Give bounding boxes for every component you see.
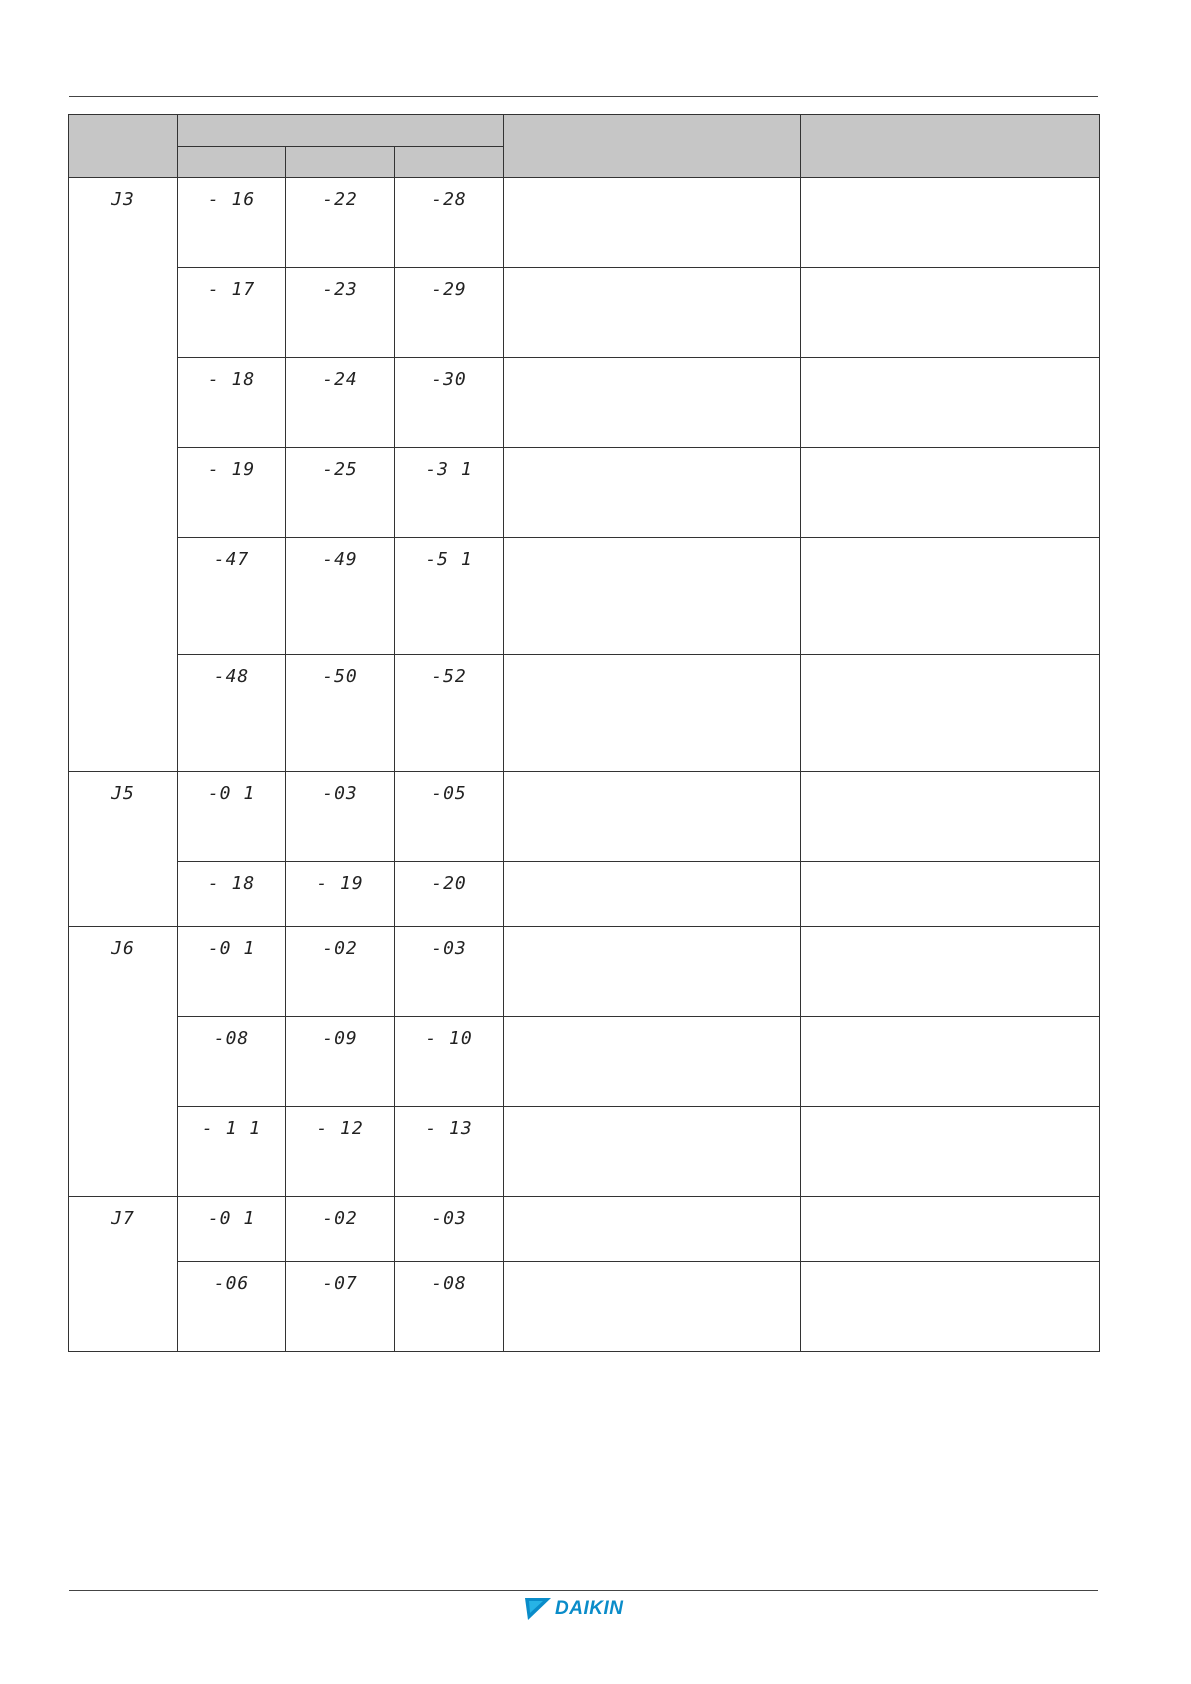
main-code-cell: [69, 178, 178, 772]
main-code-cell: [69, 927, 178, 1197]
sub-code-cell: [395, 538, 504, 655]
sub-code-cell: [178, 538, 286, 655]
code-label: -48: [213, 666, 250, 687]
sub-code-cell: [395, 862, 504, 927]
table-row: [69, 772, 1100, 862]
code-label: - 17: [207, 279, 256, 300]
sub-code-cell: [286, 268, 395, 358]
sub-code-cell: [395, 268, 504, 358]
code-label: - 12: [316, 1118, 364, 1139]
table-row: [69, 927, 1100, 1017]
solution-cell: [801, 448, 1100, 538]
sub-code-cell: [286, 1107, 395, 1197]
table-row: [69, 1107, 1100, 1197]
description-cell: [504, 862, 801, 927]
sub-code-cell: [178, 268, 286, 358]
code-label: -23: [322, 279, 358, 300]
sub-code-cell: [178, 655, 286, 772]
daikin-logo: [525, 1597, 623, 1621]
sub-code-cell: [286, 1197, 395, 1262]
code-label: -03: [431, 1208, 467, 1229]
table-row: [69, 862, 1100, 927]
code-label: -29: [431, 279, 467, 300]
code-label: -09: [322, 1028, 358, 1049]
sub-code-cell: [286, 178, 395, 268]
sub-code-cell: [395, 1017, 504, 1107]
solution-cell: [801, 862, 1100, 927]
sub-code-cell: [286, 538, 395, 655]
table-row: [69, 448, 1100, 538]
description-cell: [504, 927, 801, 1017]
code-label: -0 1: [207, 938, 256, 959]
description-cell: [504, 772, 801, 862]
sub-code-cell: [178, 448, 286, 538]
description-cell: [504, 268, 801, 358]
sub-code-cell: [286, 1262, 395, 1352]
main-code-cell: [69, 772, 178, 927]
code-label: -3 1: [425, 459, 473, 480]
code-label: - 1 1: [201, 1118, 262, 1139]
header-cell-main-code: [69, 115, 178, 178]
error-code-table: [68, 114, 1100, 1352]
solution-cell: [801, 655, 1100, 772]
code-label: -05: [431, 783, 467, 804]
code-label: - 19: [207, 459, 256, 480]
sub-code-cell: [395, 448, 504, 538]
code-label: - 19: [316, 873, 364, 894]
code-label: - 16: [207, 189, 256, 210]
sub-code-cell: [395, 927, 504, 1017]
sub-code-cell: [178, 1017, 286, 1107]
sub-code-cell: [395, 772, 504, 862]
code-label: -03: [322, 783, 358, 804]
solution-cell: [801, 1197, 1100, 1262]
code-label: -22: [322, 189, 358, 210]
sub-code-cell: [286, 772, 395, 862]
solution-cell: [801, 1017, 1100, 1107]
code-label: -30: [431, 369, 467, 390]
table-row: [69, 1262, 1100, 1352]
sub-code-cell: [395, 1107, 504, 1197]
solution-cell: [801, 1262, 1100, 1352]
table-row: [69, 1017, 1100, 1107]
code-label: J3: [111, 189, 135, 210]
code-label: - 18: [207, 873, 256, 894]
code-label: -0 1: [207, 783, 256, 804]
description-cell: [504, 538, 801, 655]
code-label: -5 1: [425, 549, 473, 570]
code-label: -0 1: [207, 1208, 256, 1229]
footer-rule: [69, 1590, 1098, 1591]
table-header-row: [69, 115, 1100, 147]
sub-code-cell: [395, 358, 504, 448]
sub-code-cell: [286, 655, 395, 772]
code-label: -08: [431, 1273, 467, 1294]
table-row: [69, 655, 1100, 772]
description-cell: [504, 1262, 801, 1352]
header-cell-sub-1: [178, 147, 286, 178]
solution-cell: [801, 178, 1100, 268]
code-label: -24: [322, 369, 358, 390]
description-cell: [504, 358, 801, 448]
solution-cell: [801, 927, 1100, 1017]
sub-code-cell: [178, 862, 286, 927]
table-row: [69, 178, 1100, 268]
code-label: -03: [431, 938, 467, 959]
table-row: [69, 358, 1100, 448]
description-cell: [504, 178, 801, 268]
code-label: -47: [213, 549, 250, 570]
sub-code-cell: [178, 1197, 286, 1262]
code-label: J5: [111, 783, 135, 804]
sub-code-cell: [286, 927, 395, 1017]
solution-cell: [801, 268, 1100, 358]
code-label: - 13: [425, 1118, 473, 1139]
sub-code-cell: [178, 1107, 286, 1197]
sub-code-cell: [395, 1197, 504, 1262]
header-cell-sub-2: [286, 147, 395, 178]
header-cell-sub-code: [178, 115, 504, 147]
code-label: -52: [431, 666, 467, 687]
solution-cell: [801, 772, 1100, 862]
code-label: -50: [322, 666, 358, 687]
table-row: [69, 538, 1100, 655]
code-label: -02: [322, 938, 358, 959]
code-label: -49: [322, 549, 358, 570]
description-cell: [504, 1017, 801, 1107]
code-label: J7: [111, 1208, 135, 1229]
sub-code-cell: [178, 927, 286, 1017]
code-label: - 18: [207, 369, 256, 390]
code-label: - 10: [425, 1028, 473, 1049]
header-cell-sub-3: [395, 147, 504, 178]
daikin-logo-icon: [525, 1598, 551, 1620]
code-label: -25: [322, 459, 358, 480]
code-label: -02: [322, 1208, 358, 1229]
table-row: [69, 1197, 1100, 1262]
header-cell-solution: [801, 115, 1100, 178]
sub-code-cell: [286, 358, 395, 448]
sub-code-cell: [178, 178, 286, 268]
description-cell: [504, 655, 801, 772]
solution-cell: [801, 538, 1100, 655]
solution-cell: [801, 1107, 1100, 1197]
code-label: -28: [431, 189, 467, 210]
description-cell: [504, 1107, 801, 1197]
solution-cell: [801, 358, 1100, 448]
main-code-cell: [69, 1197, 178, 1352]
sub-code-cell: [395, 1262, 504, 1352]
description-cell: [504, 1197, 801, 1262]
sub-code-cell: [286, 1017, 395, 1107]
sub-code-cell: [395, 178, 504, 268]
code-label: -08: [213, 1028, 250, 1049]
code-label: -06: [213, 1273, 250, 1294]
description-cell: [504, 448, 801, 538]
header-rule: [69, 96, 1098, 97]
code-label: -20: [431, 873, 467, 894]
sub-code-cell: [395, 655, 504, 772]
table-row: [69, 268, 1100, 358]
sub-code-cell: [178, 358, 286, 448]
logo-wordmark: DAIKIN: [555, 1598, 624, 1619]
sub-code-cell: [178, 772, 286, 862]
code-label: J6: [111, 938, 135, 959]
code-label: -07: [322, 1273, 358, 1294]
sub-code-cell: [286, 862, 395, 927]
header-cell-description: [504, 115, 801, 178]
sub-code-cell: [286, 448, 395, 538]
sub-code-cell: [178, 1262, 286, 1352]
